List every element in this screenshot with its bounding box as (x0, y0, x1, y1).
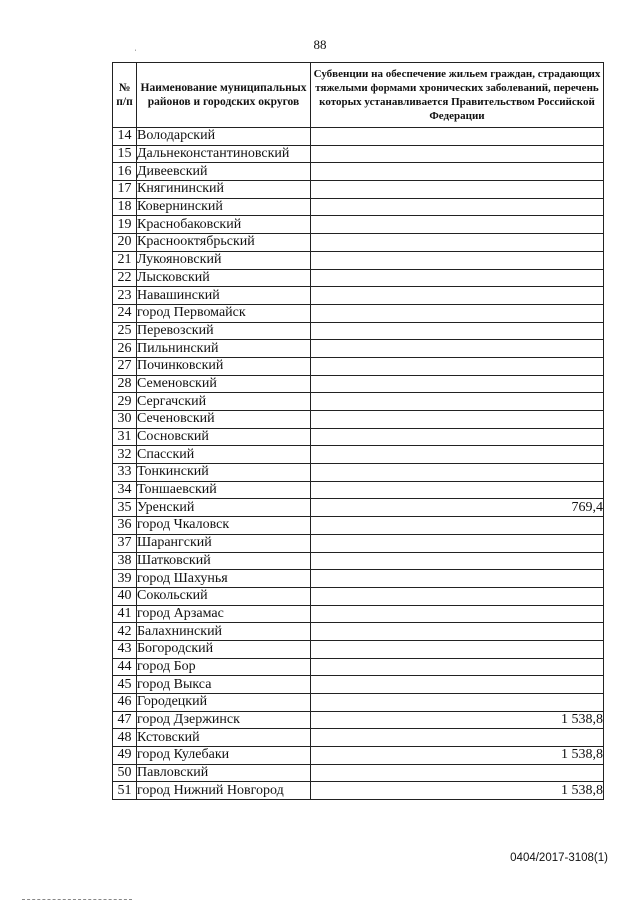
table-row (113, 234, 604, 252)
subsidy-value (311, 269, 604, 287)
municipality-name: Починковский (137, 357, 311, 375)
row-number: 20 (113, 234, 137, 252)
municipality-name: Кстовский (137, 729, 311, 747)
subsidy-value: 1 538,8 (311, 747, 604, 765)
subsidy-value (311, 411, 604, 429)
row-number: 31 (113, 428, 137, 446)
municipality-name: город Кулебаки (137, 747, 311, 765)
subsidy-value (311, 552, 604, 570)
municipality-name: Тонкинский (137, 464, 311, 482)
municipality-name: Княгининский (137, 181, 311, 199)
row-number: 50 (113, 764, 137, 782)
subsidy-value (311, 198, 604, 216)
table-row (113, 517, 604, 535)
table-row (113, 251, 604, 269)
row-number: 49 (113, 747, 137, 765)
subsidy-value (311, 658, 604, 676)
subsidy-value (311, 481, 604, 499)
table-row (113, 393, 604, 411)
subsidy-value (311, 216, 604, 234)
table-row (113, 658, 604, 676)
table-row (113, 287, 604, 305)
municipality-name: Семеновский (137, 375, 311, 393)
row-number: 32 (113, 446, 137, 464)
municipality-name: Дивеевский (137, 163, 311, 181)
table-row (113, 676, 604, 694)
subsidy-value (311, 163, 604, 181)
footer-divider (22, 899, 132, 900)
row-number: 19 (113, 216, 137, 234)
scan-mark: ˈ (134, 48, 137, 58)
row-number: 41 (113, 605, 137, 623)
header-number: № п/п (113, 63, 137, 128)
row-number: 45 (113, 676, 137, 694)
table-row (113, 145, 604, 163)
municipality-name: Спасский (137, 446, 311, 464)
row-number: 29 (113, 393, 137, 411)
municipality-name: Сокольский (137, 587, 311, 605)
row-number: 30 (113, 411, 137, 429)
row-number: 22 (113, 269, 137, 287)
table-row (113, 128, 604, 146)
subsidy-value (311, 234, 604, 252)
row-number: 37 (113, 534, 137, 552)
municipality-name: Шарангский (137, 534, 311, 552)
table-row (113, 623, 604, 641)
municipality-name: Тоншаевский (137, 481, 311, 499)
subsidy-value (311, 446, 604, 464)
table-row (113, 464, 604, 482)
subsidy-value (311, 128, 604, 146)
municipality-name: город Чкаловск (137, 517, 311, 535)
subsidy-value (311, 605, 604, 623)
table-row (113, 747, 604, 765)
table-row (113, 605, 604, 623)
table-row (113, 428, 604, 446)
row-number: 48 (113, 729, 137, 747)
table-row (113, 340, 604, 358)
municipality-name: город Нижний Новгород (137, 782, 311, 800)
row-number: 36 (113, 517, 137, 535)
table-row (113, 764, 604, 782)
municipality-name: Балахнинский (137, 623, 311, 641)
row-number: 33 (113, 464, 137, 482)
subsidy-value (311, 251, 604, 269)
municipality-name: Володарский (137, 128, 311, 146)
subsidy-value (311, 640, 604, 658)
header-municipality-name: Наименование муниципальных районов и городских округов (137, 63, 311, 128)
table-row (113, 269, 604, 287)
subsidy-value (311, 304, 604, 322)
municipality-name: Лысковский (137, 269, 311, 287)
municipality-name: город Арзамас (137, 605, 311, 623)
row-number: 26 (113, 340, 137, 358)
subsidy-table (112, 62, 604, 800)
table-row (113, 694, 604, 712)
document-code: 0404/2017-3108(1) (510, 852, 608, 864)
subsidy-value (311, 393, 604, 411)
subsidy-value (311, 340, 604, 358)
table-row (113, 587, 604, 605)
table-row (113, 357, 604, 375)
municipality-name: город Первомайск (137, 304, 311, 322)
subsidy-value: 1 538,8 (311, 782, 604, 800)
row-number: 18 (113, 198, 137, 216)
municipality-name: Сосновский (137, 428, 311, 446)
row-number: 51 (113, 782, 137, 800)
municipality-name: Ковернинский (137, 198, 311, 216)
subsidy-value (311, 357, 604, 375)
row-number: 27 (113, 357, 137, 375)
table-row (113, 552, 604, 570)
row-number: 38 (113, 552, 137, 570)
table-row (113, 640, 604, 658)
table-row (113, 304, 604, 322)
table-row (113, 782, 604, 800)
subsidy-value: 1 538,8 (311, 711, 604, 729)
table-row (113, 499, 604, 517)
subsidy-value (311, 623, 604, 641)
municipality-name: Богородский (137, 640, 311, 658)
table-row (113, 534, 604, 552)
row-number: 16 (113, 163, 137, 181)
row-number: 21 (113, 251, 137, 269)
municipality-name: Лукояновский (137, 251, 311, 269)
municipality-name: город Бор (137, 658, 311, 676)
row-number: 14 (113, 128, 137, 146)
municipality-name: Шатковский (137, 552, 311, 570)
table-row (113, 446, 604, 464)
row-number: 24 (113, 304, 137, 322)
subsidy-value (311, 145, 604, 163)
municipality-name: Дальнеконстантиновский (137, 145, 311, 163)
municipality-name: Сергачский (137, 393, 311, 411)
row-number: 35 (113, 499, 137, 517)
subsidy-value (311, 517, 604, 535)
table-row (113, 198, 604, 216)
table-row (113, 375, 604, 393)
municipality-name: Краснобаковский (137, 216, 311, 234)
row-number: 28 (113, 375, 137, 393)
table-row (113, 570, 604, 588)
subsidy-value (311, 464, 604, 482)
municipality-name: город Шахунья (137, 570, 311, 588)
subsidy-value (311, 181, 604, 199)
municipality-name: Сеченовский (137, 411, 311, 429)
row-number: 15 (113, 145, 137, 163)
table-row (113, 322, 604, 340)
municipality-name: город Выкса (137, 676, 311, 694)
table-row (113, 481, 604, 499)
subsidy-value (311, 764, 604, 782)
table-row (113, 216, 604, 234)
subsidy-value (311, 570, 604, 588)
subsidy-value (311, 375, 604, 393)
municipality-name: Перевозский (137, 322, 311, 340)
row-number: 43 (113, 640, 137, 658)
municipality-name: Навашинский (137, 287, 311, 305)
subsidy-value (311, 587, 604, 605)
row-number: 47 (113, 711, 137, 729)
subsidy-value (311, 534, 604, 552)
municipality-name: Павловский (137, 764, 311, 782)
page-number: 88 (313, 37, 327, 52)
municipality-name: Краснооктябрьский (137, 234, 311, 252)
subsidy-value (311, 694, 604, 712)
row-number: 25 (113, 322, 137, 340)
row-number: 46 (113, 694, 137, 712)
municipality-name: Городецкий (137, 694, 311, 712)
subsidy-value (311, 428, 604, 446)
table-row (113, 729, 604, 747)
table-row (113, 163, 604, 181)
header-subsidy: Субвенции на обеспечение жильем граждан, страдающих тяжелыми формами хронических заболеваний, перечень которых устанавливается Правительством Российской Федерации (311, 63, 604, 128)
row-number: 39 (113, 570, 137, 588)
row-number: 40 (113, 587, 137, 605)
table-row (113, 411, 604, 429)
table-header-row (113, 63, 604, 128)
row-number: 34 (113, 481, 137, 499)
municipality-name: город Дзержинск (137, 711, 311, 729)
subsidy-value (311, 729, 604, 747)
subsidy-value: 769,4 (311, 499, 604, 517)
municipality-name: Пильнинский (137, 340, 311, 358)
row-number: 42 (113, 623, 137, 641)
municipality-name: Уренский (137, 499, 311, 517)
row-number: 44 (113, 658, 137, 676)
table-row (113, 181, 604, 199)
subsidy-value (311, 676, 604, 694)
row-number: 17 (113, 181, 137, 199)
row-number: 23 (113, 287, 137, 305)
subsidy-value (311, 287, 604, 305)
table-row (113, 711, 604, 729)
table-body (113, 128, 604, 800)
subsidy-value (311, 322, 604, 340)
